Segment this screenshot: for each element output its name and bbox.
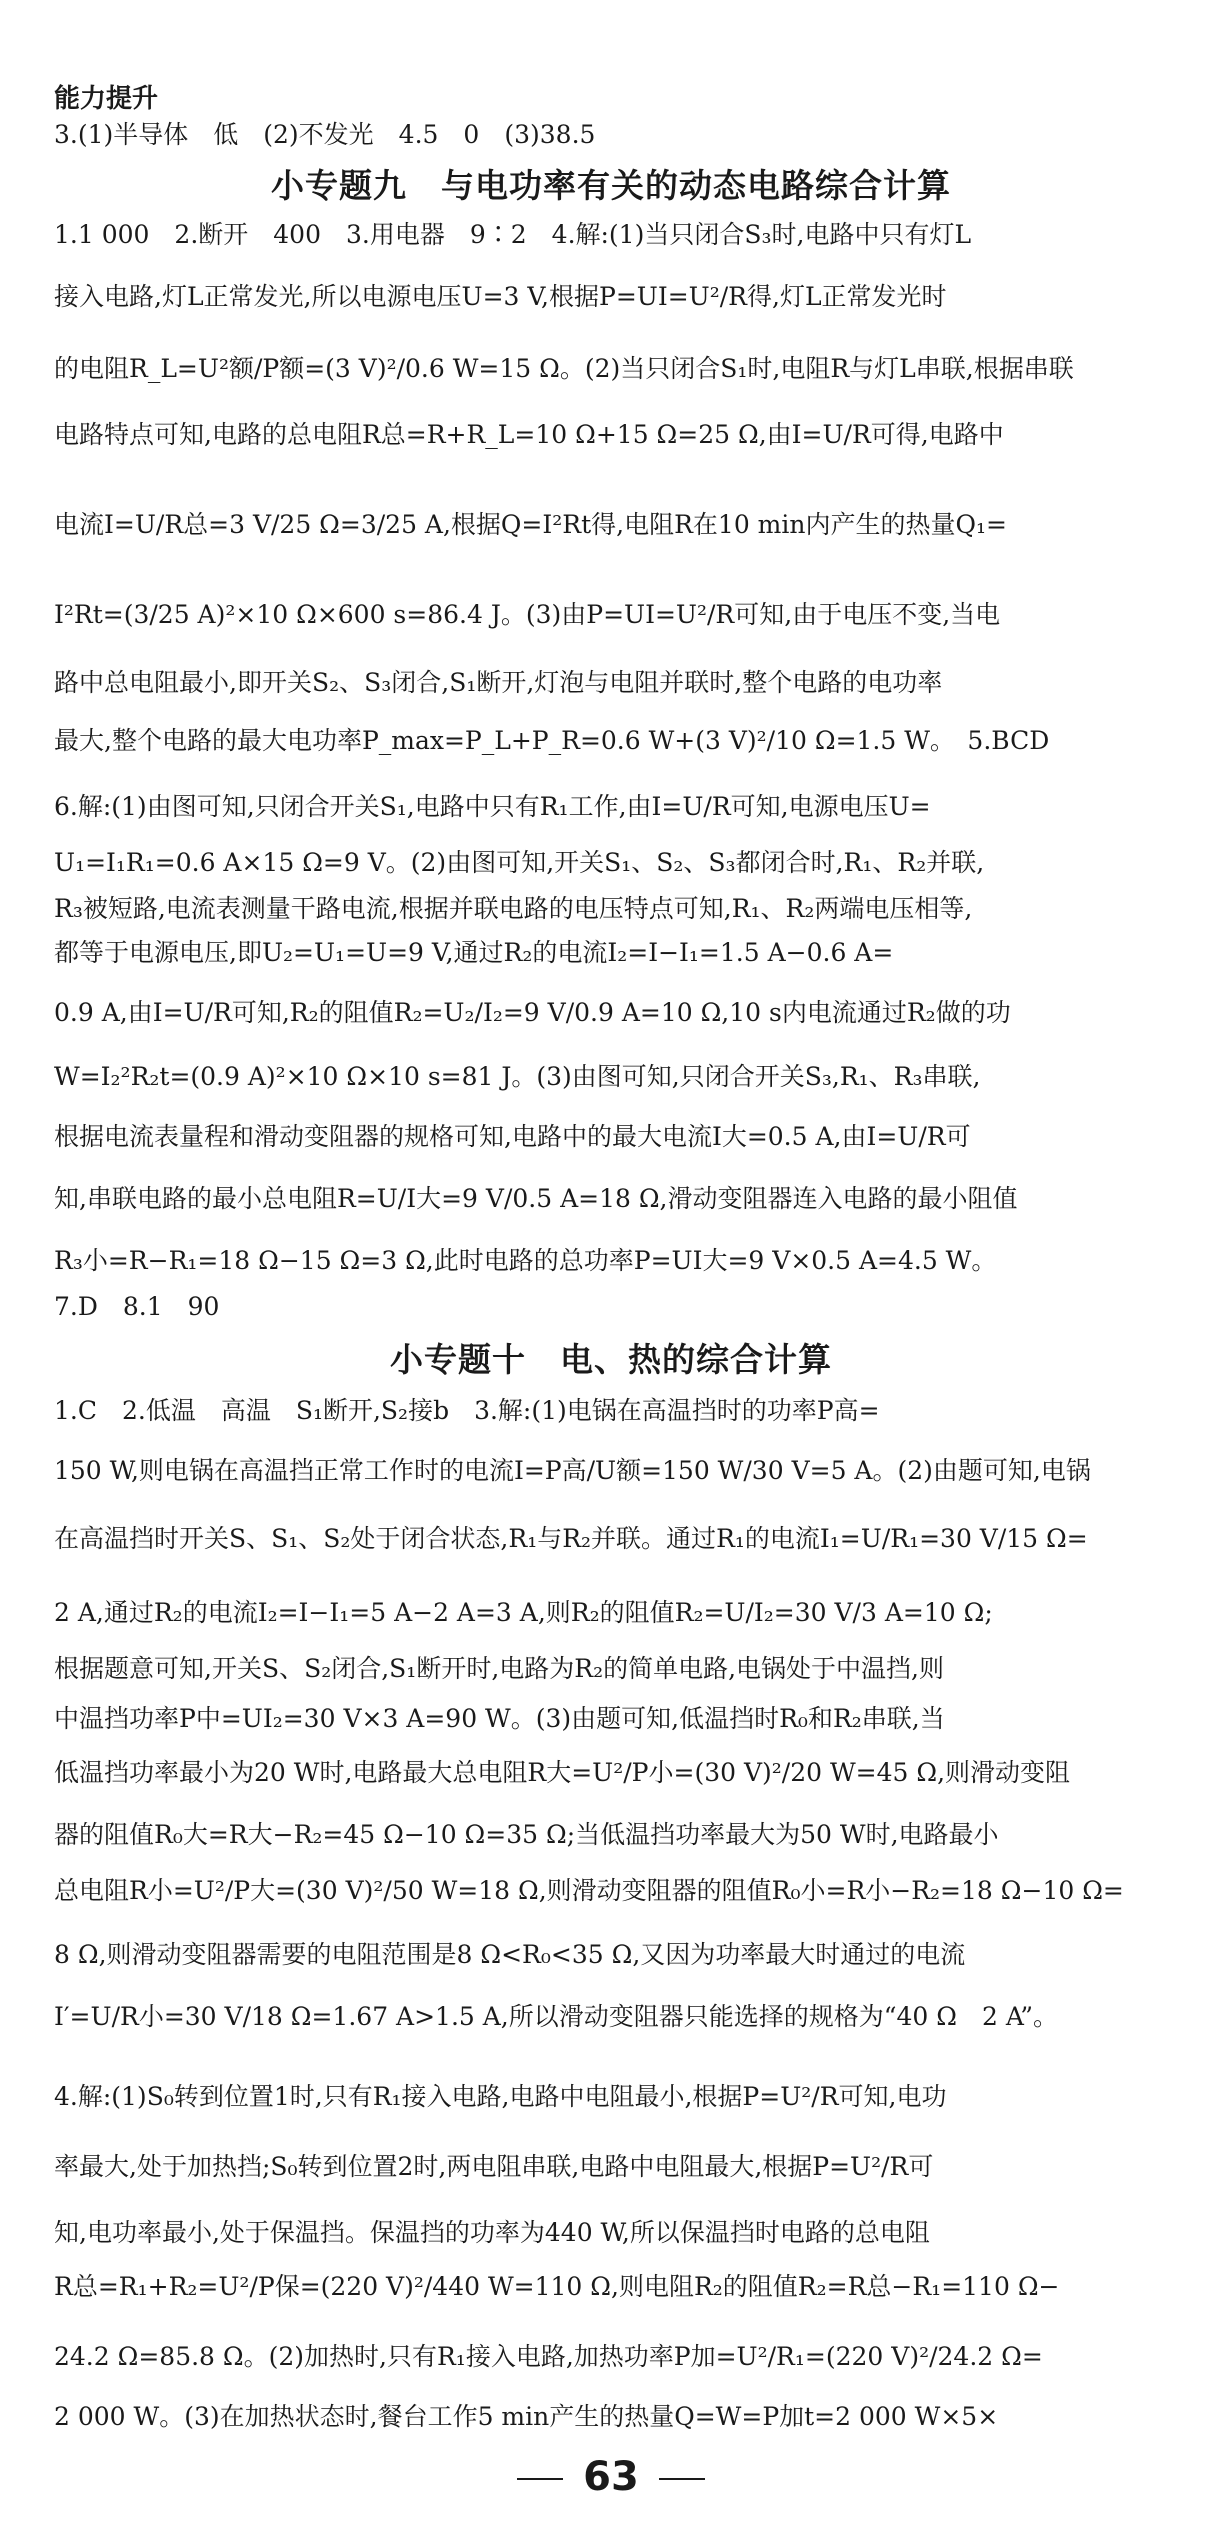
section-label: 能力提升 <box>54 84 159 114</box>
text-line: I²Rt=(3/25 A)²×10 Ω×600 s=86.4 J。(3)由P=UI=U²/R可知,由于电压不变,当电 <box>54 600 1001 629</box>
text-line: I′=U/R小=30 V/18 Ω=1.67 A>1.5 A,所以滑动变阻器只能选择的规格为“40 Ω 2 A”。 <box>54 2002 1059 2031</box>
text-line: 接入电路,灯L正常发光,所以电源电压U=3 V,根据P=UI=U²/R得,灯L正常发光时 <box>54 282 947 311</box>
text-line: 的电阻R_L=U²额/P额=(3 V)²/0.6 W=15 Ω。(2)当只闭合S₁时,电阻R与灯L串联,根据串联 <box>54 354 1074 383</box>
text-line: 2 A,通过R₂的电流I₂=I−I₁=5 A−2 A=3 A,则R₂的阻值R₂=U/I₂=30 V/3 A=10 Ω; <box>54 1598 993 1627</box>
text-line: 中温挡功率P中=UI₂=30 V×3 A=90 W。(3)由题可知,低温挡时R₀和R₂串联,当 <box>54 1704 945 1733</box>
text-line: 1.1 000 2.断开 400 3.用电器 9∶2 4.解:(1)当只闭合S₃时,电路中只有灯L <box>54 220 972 249</box>
text-line: 都等于电源电压,即U₂=U₁=U=9 V,通过R₂的电流I₂=I−I₁=1.5 A−0.6 A= <box>54 938 894 967</box>
text-line: R₃被短路,电流表测量干路电流,根据并联电路的电压特点可知,R₁、R₂两端电压相等, <box>54 894 973 923</box>
text-line: 7.D 8.1 90 <box>54 1292 220 1321</box>
text-line: W=I₂²R₂t=(0.9 A)²×10 Ω×10 s=81 J。(3)由图可知,只闭合开关S₃,R₁、R₃串联, <box>54 1062 981 1091</box>
footer-dash-right <box>659 2478 705 2480</box>
text-line: 根据电流表量程和滑动变阻器的规格可知,电路中的最大电流I大=0.5 A,由I=U/R可 <box>54 1122 971 1151</box>
text-line: 电路特点可知,电路的总电阻R总=R+R_L=10 Ω+15 Ω=25 Ω,由I=U/R可得,电路中 <box>54 420 1004 449</box>
page-number: 63 <box>583 2454 639 2500</box>
text-line: 24.2 Ω=85.8 Ω。(2)加热时,只有R₁接入电路,加热功率P加=U²/R₁=(220 V)²/24.2 Ω= <box>54 2342 1043 2371</box>
text-line: 知,电功率最小,处于保温挡。保温挡的功率为440 W,所以保温挡时电路的总电阻 <box>54 2218 930 2247</box>
topic9-title: 小专题九 与电功率有关的动态电路综合计算 <box>271 166 951 205</box>
text-line: 在高温挡时开关S、S₁、S₂处于闭合状态,R₁与R₂并联。通过R₁的电流I₁=U/R₁=30 V/15 Ω= <box>54 1524 1088 1553</box>
page-footer <box>0 2454 1222 2500</box>
text-line: 0.9 A,由I=U/R可知,R₂的阻值R₂=U₂/I₂=9 V/0.9 A=10 Ω,10 s内电流通过R₂做的功 <box>54 998 1011 1027</box>
text-line: 器的阻值R₀大=R大−R₂=45 Ω−10 Ω=35 Ω;当低温挡功率最大为50 W时,电路最小 <box>54 1820 999 1849</box>
text-line: 6.解:(1)由图可知,只闭合开关S₁,电路中只有R₁工作,由I=U/R可知,电源电压U= <box>54 792 931 821</box>
text-line: 根据题意可知,开关S、S₂闭合,S₁断开时,电路为R₂的简单电路,电锅处于中温挡,则 <box>54 1654 945 1683</box>
text-line: 率最大,处于加热挡;S₀转到位置2时,两电阻串联,电路中电阻最大,根据P=U²/R可 <box>54 2152 934 2181</box>
text-line: 知,串联电路的最小总电阻R=U/I大=9 V/0.5 A=18 Ω,滑动变阻器连入电路的最小阻值 <box>54 1184 1018 1213</box>
text-line: 4.解:(1)S₀转到位置1时,只有R₁接入电路,电路中电阻最小,根据P=U²/R可知,电功 <box>54 2082 947 2111</box>
text-line: 路中总电阻最小,即开关S₂、S₃闭合,S₁断开,灯泡与电阻并联时,整个电路的电功率 <box>54 668 943 697</box>
topic10-title: 小专题十 电、热的综合计算 <box>390 1340 832 1379</box>
text-line: 电流I=U/R总=3 V/25 Ω=3/25 A,根据Q=I²Rt得,电阻R在10 min内产生的热量Q₁= <box>54 510 1007 539</box>
text-line: 1.C 2.低温 高温 S₁断开,S₂接b 3.解:(1)电锅在高温挡时的功率P高= <box>54 1396 880 1425</box>
text-line: 150 W,则电锅在高温挡正常工作时的电流I=P高/U额=150 W/30 V=5 A。(2)由题可知,电锅 <box>54 1456 1091 1485</box>
intro-answer: 3.(1)半导体 低 (2)不发光 4.5 0 (3)38.5 <box>54 120 596 149</box>
footer-dash-left <box>517 2478 563 2480</box>
text-line: R₃小=R−R₁=18 Ω−15 Ω=3 Ω,此时电路的总功率P=UI大=9 V×0.5 A=4.5 W。 <box>54 1246 997 1275</box>
text-line: 最大,整个电路的最大电功率P_max=P_L+P_R=0.6 W+(3 V)²/10 Ω=1.5 W。 5.BCD <box>54 726 1050 755</box>
text-line: R总=R₁+R₂=U²/P保=(220 V)²/440 W=110 Ω,则电阻R₂的阻值R₂=R总−R₁=110 Ω− <box>54 2272 1060 2301</box>
text-line: 总电阻R小=U²/P大=(30 V)²/50 W=18 Ω,则滑动变阻器的阻值R₀小=R小−R₂=18 Ω−10 Ω= <box>54 1876 1124 1905</box>
text-line: U₁=I₁R₁=0.6 A×15 Ω=9 V。(2)由图可知,开关S₁、S₂、S₃都闭合时,R₁、R₂并联, <box>54 848 985 877</box>
text-line: 低温挡功率最小为20 W时,电路最大总电阻R大=U²/P小=(30 V)²/20 W=45 Ω,则滑动变阻 <box>54 1758 1071 1787</box>
text-line: 8 Ω,则滑动变阻器需要的电阻范围是8 Ω<R₀<35 Ω,又因为功率最大时通过的电流 <box>54 1940 966 1969</box>
text-line: 2 000 W。(3)在加热状态时,餐台工作5 min产生的热量Q=W=P加t=2 000 W×5× <box>54 2402 999 2431</box>
